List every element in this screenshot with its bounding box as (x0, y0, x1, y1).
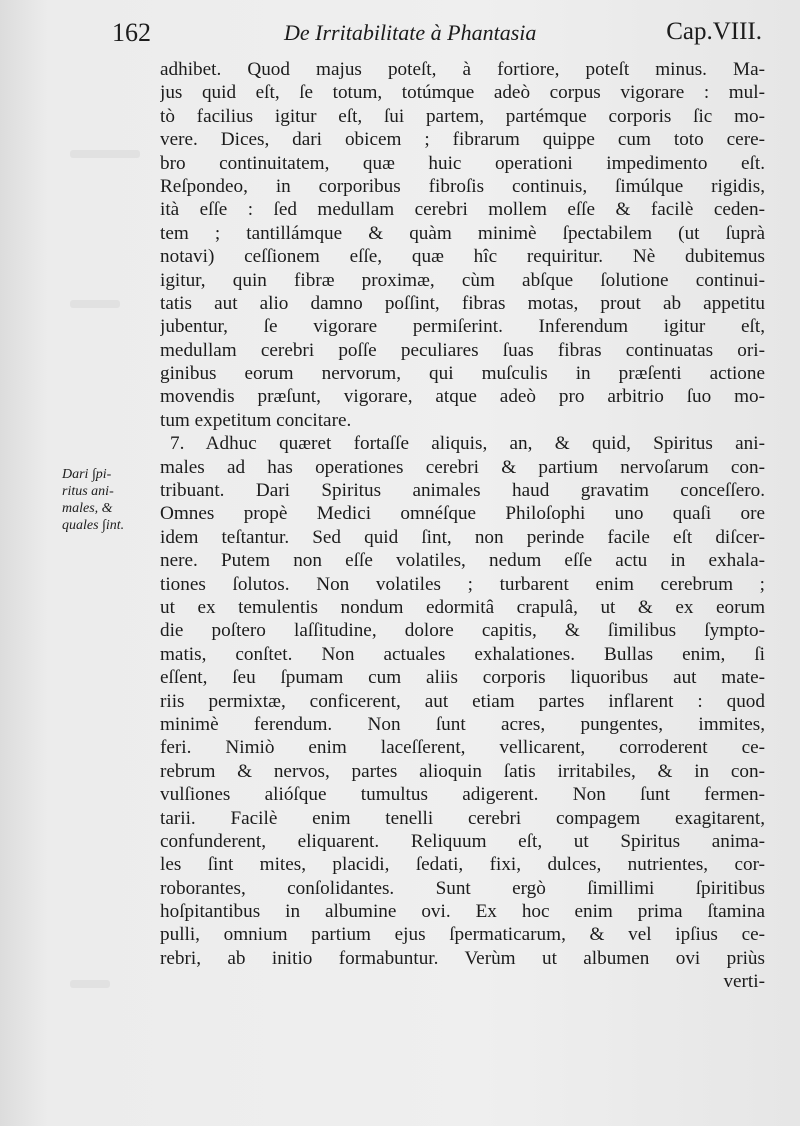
text-line: feri. Nimiò enim laceſſerent, vellicarent, corroderent ce- (160, 737, 765, 759)
text-line: confunderent, eliquarent. Reliquum eſt, ut Spiritus anima- (160, 830, 765, 852)
text-line: movendis præſunt, vigorare, atque adeò pro arbitrio ſuo mo- (160, 386, 765, 408)
marginal-note-line: Dari ∫pi- (62, 467, 112, 482)
text-line: riis permixtæ, conficerent, aut etiam partes inflarent : quod (160, 690, 765, 712)
show-through-mark (70, 300, 120, 308)
text-line: idem teſtantur. Sed quid ſint, non perinde facile eſt diſcer- (160, 526, 765, 548)
text-line: notavi) ceſſionem eſſe, quæ hîc requiritur. Nè dubitemus (160, 246, 765, 268)
page-number: 162 (112, 18, 151, 47)
marginal-note (62, 466, 154, 534)
catchword: verti- (723, 971, 765, 993)
text-line: minimè ferendum. Non ſunt acres, pungentes, immites, (160, 713, 765, 735)
text-line: Reſpondeo, in corporibus fibroſis continuis, ſimúlque rigidis, (160, 175, 765, 197)
marginal-note-line: quales ∫int. (62, 518, 125, 533)
text-line: vulſiones alióſque tumultus adigerent. Non ſunt fermen- (160, 784, 765, 806)
text-line: eſſent, ſeu ſpumam cum aliis corporis liquoribus aut mate- (160, 667, 765, 689)
text-line: adhibet. Quod majus poteſt, à fortiore, poteſt minus. Ma- (160, 59, 765, 80)
text-line: rebri, ab initio formabuntur. Verùm ut albumen ovi priùs (160, 947, 765, 969)
text-line: matis, conſtet. Non actuales exhalationes. Bullas enim, ſi (160, 643, 765, 665)
chapter-heading: Cap.VIII. (666, 18, 762, 45)
text-line: nere. Putem non eſſe volatiles, nedum eſſe actu in exhala- (160, 550, 765, 572)
text-line: rebrum & nervos, partes alioquin ſatis irritabiles, & in con- (160, 760, 765, 782)
text-line: 7. Adhuc quæret fortaſſe aliquis, an, & quid, Spiritus ani- (170, 433, 765, 455)
text-line: Omnes propè Medici omnéſque Philoſophi uno quaſi ore (160, 503, 765, 525)
text-line: tem ; tantillámque & quàm minimè ſpectabilem (ut ſuprà (160, 222, 765, 244)
text-line: igitur, quin fibræ proximæ, cùm abſque ſolutione continui- (160, 269, 765, 291)
text-line: jus quid eſt, ſe totum, totúmque adeò corpus vigorare : mul- (160, 82, 765, 104)
text-line: vere. Dices, dari obicem ; fibrarum quippe cum toto cere- (160, 129, 765, 151)
marginal-note-line: ritus ani- (62, 484, 114, 499)
text-line: bro continuitatem, quæ huic operationi impedimento eſt. (160, 152, 765, 174)
text-line: pulli, omnium partium ejus ſpermaticarum, & vel ipſius ce- (160, 924, 765, 946)
text-line: males ad has operationes cerebri & partium nervoſarum con- (160, 456, 765, 478)
text-line: tribuant. Dari Spiritus animales haud gravatim conceſſero. (160, 480, 765, 502)
text-line: tò facilius igitur eſt, ſui partem, partémque corporis ſic mo- (160, 105, 765, 127)
text-line: hoſpitantibus in albumine ovi. Ex hoc enim prima ſtamina (160, 901, 765, 923)
text-line: ginibus eorum nervorum, qui muſculis in præſenti actione (160, 363, 765, 385)
text-line: les ſint mites, placidi, ſedati, fixi, dulces, nutrientes, cor- (160, 854, 765, 876)
text-line: jubentur, ſe vigorare permiſerint. Inferendum igitur eſt, (160, 316, 765, 338)
text-line: die poſtero laſſitudine, dolore capitis, & ſimilibus ſympto- (160, 620, 765, 642)
page-header (112, 18, 762, 52)
body-text (160, 58, 765, 994)
text-line: roborantes, conſolidantes. Sunt ergò ſimillimi ſpiritibus (160, 877, 765, 899)
text-line: tiones ſolutos. Non volatiles ; turbarent enim cerebrum ; (160, 573, 765, 595)
text-line: medullam cerebri poſſe peculiares ſuas fibras continuatas ori- (160, 339, 765, 361)
running-title: De Irritabilitate à Phantasia (284, 20, 537, 45)
text-line: tarii. Facilè enim tenelli cerebri compagem exagitarent, (160, 807, 765, 829)
marginal-note-line: males, & (62, 501, 113, 516)
text-line: tum expetitum concitare. (160, 409, 352, 431)
text-line: ità eſſe : ſed medullam cerebri mollem eſſe & facilè ceden- (160, 199, 765, 221)
show-through-mark (70, 150, 140, 158)
text-line: tatis aut alio damno poſſint, fibras motas, prout ab appetitu (160, 292, 765, 314)
text-line: ut ex temulentis nondum edormitâ crapulâ, ut & ex eorum (160, 596, 765, 618)
show-through-mark (70, 980, 110, 988)
